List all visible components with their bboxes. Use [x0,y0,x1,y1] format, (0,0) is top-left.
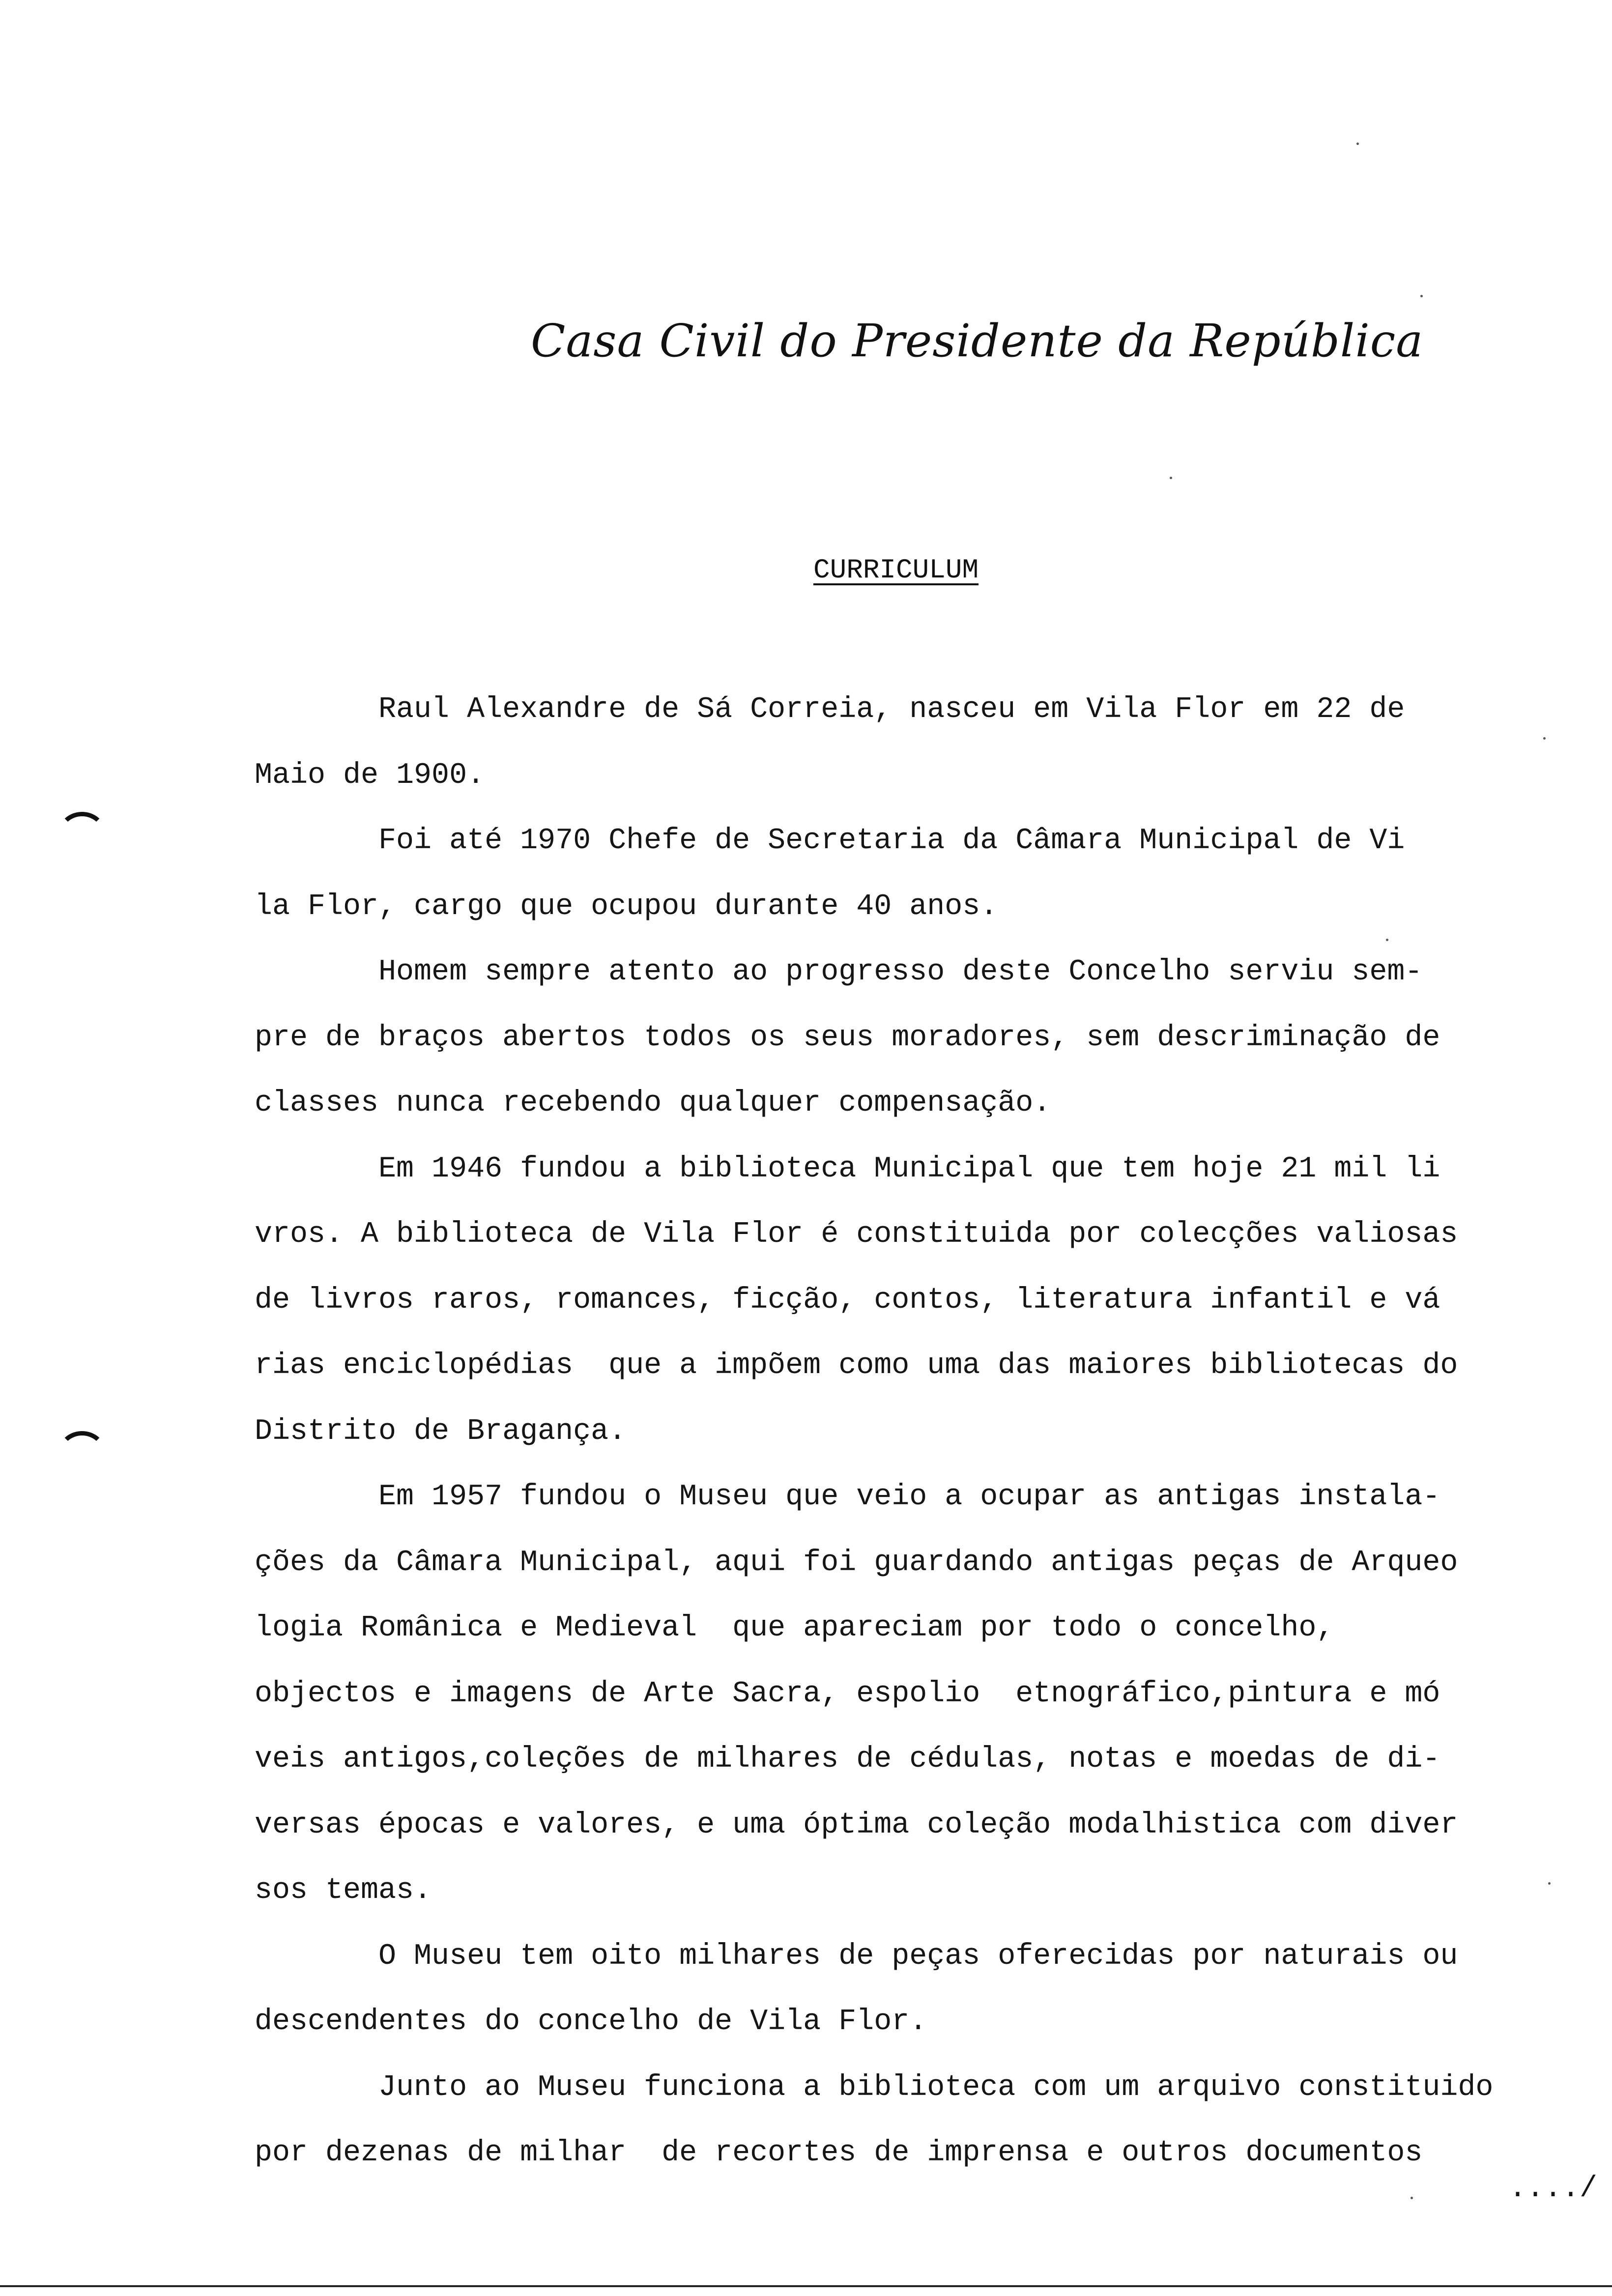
scan-speck [1548,1882,1551,1885]
body-line: veis antigos,coleções de milhares de cédulas, notas e moedas de di- [255,1743,1440,1776]
scan-speck [1410,2197,1413,2199]
body-line: descendentes do concelho de Vila Flor. [255,2005,927,2038]
body-line: versas épocas e valores, e uma óptima coleção modalhistica com diver [255,1808,1458,1842]
punch-hole-mark [58,1431,106,1475]
scan-speck [1356,143,1359,145]
letterhead: Casa Civil do Presidente da República [531,315,1424,367]
document-title: CURRICULUM [813,554,979,586]
body-line: logia Românica e Medieval que apareciam por todo o concelho, [255,1611,1334,1645]
body-line: Raul Alexandre de Sá Correia, nasceu em Vila Flor em 22 de [255,693,1405,726]
page-edge-line [0,2285,1612,2287]
body-line: ções da Câmara Municipal, aqui foi guardando antigas peças de Arqueo [255,1546,1458,1579]
scan-speck [1420,295,1423,297]
punch-hole-mark [58,812,106,856]
body-line: Maio de 1900. [255,758,485,792]
body-line: objectos e imagens de Arte Sacra, espolio etnográfico,pintura e mó [255,1677,1440,1711]
scan-speck [1386,939,1388,941]
body-line: Distrito de Bragança. [255,1414,627,1448]
body-line: vros. A biblioteca de Vila Flor é constituida por colecções valiosas [255,1218,1458,1251]
body-line: Foi até 1970 Chefe de Secretaria da Câmara Municipal de Vi [255,824,1405,858]
body-line: por dezenas de milhar de recortes de imprensa e outros documentos [255,2136,1423,2170]
body-line: la Flor, cargo que ocupou durante 40 anos. [255,890,998,923]
body-line: Em 1957 fundou o Museu que veio a ocupar as antigas instala- [255,1480,1440,1514]
scan-speck [1543,737,1546,740]
body-line: Homem sempre atento ao progresso deste Concelho serviu sem- [255,955,1423,989]
body-line: rias enciclopédias que a impõem como uma das maiores bibliotecas do [255,1349,1458,1382]
body-line: classes nunca recebendo qualquer compensação. [255,1087,1051,1120]
body-line: pre de braços abertos todos os seus moradores, sem descriminação de [255,1021,1440,1055]
body-line: de livros raros, romances, ficção, contos, literatura infantil e vá [255,1283,1440,1317]
scan-speck [1170,477,1172,479]
continuation-mark: ..../ [1508,2172,1597,2206]
document-body [255,677,1582,2186]
body-line: Junto ao Museu funciona a biblioteca com um arquivo constituido [255,2070,1494,2104]
body-line: O Museu tem oito milhares de peças oferecidas por naturais ou [255,1939,1458,1973]
body-line: Em 1946 fundou a biblioteca Municipal que tem hoje 21 mil li [255,1152,1440,1186]
body-line: sos temas. [255,1874,432,1907]
